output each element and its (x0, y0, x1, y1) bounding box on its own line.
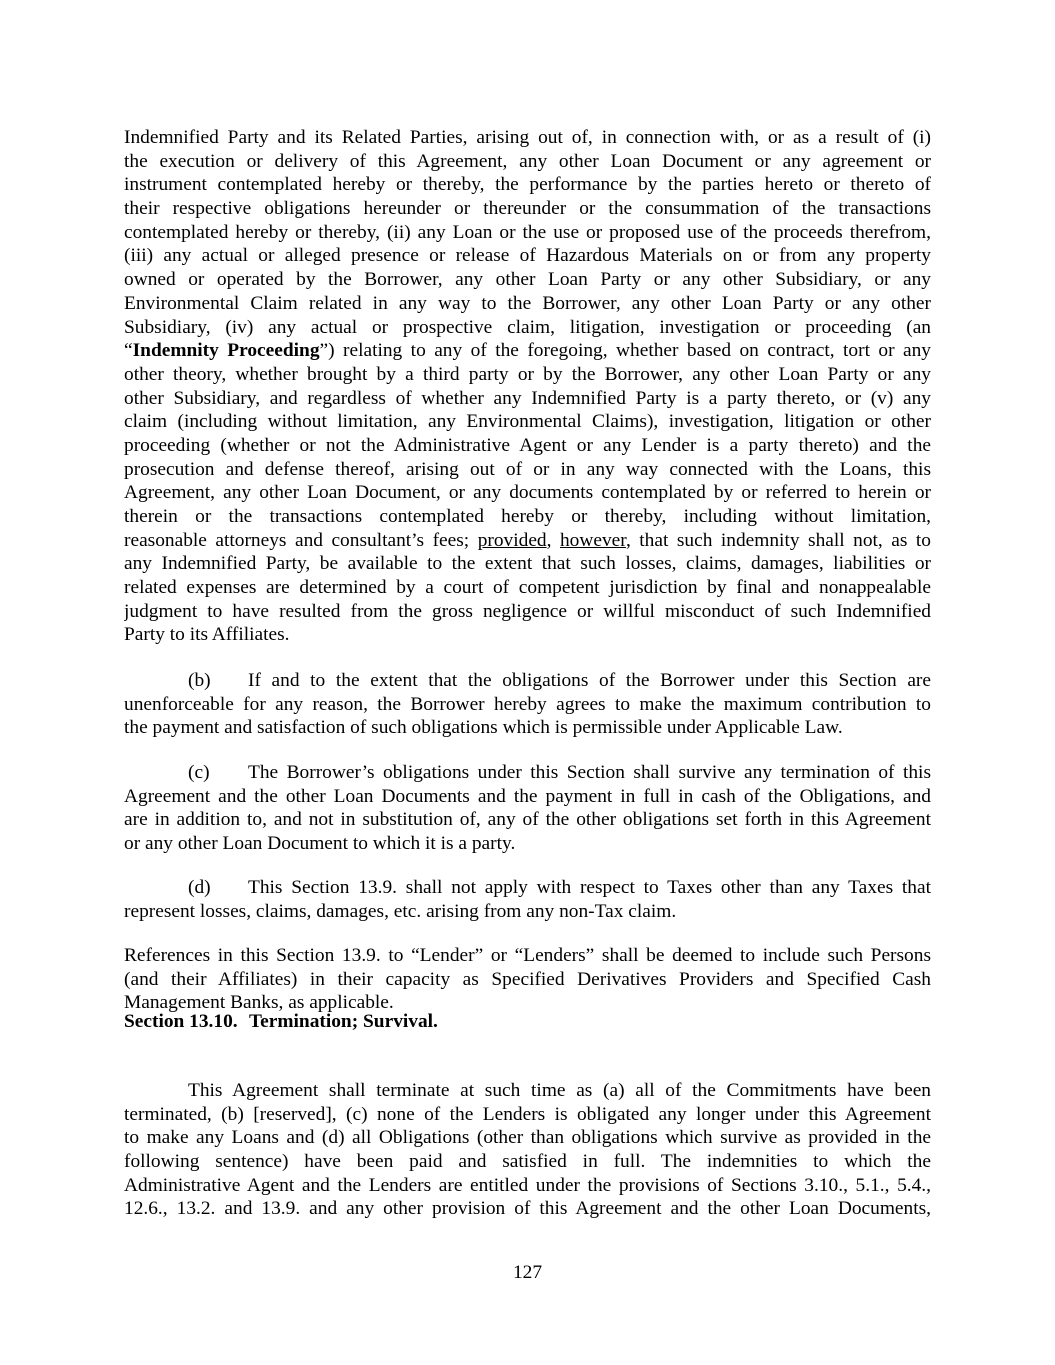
text-line (124, 339, 931, 363)
text-line (124, 944, 931, 968)
section-heading (124, 1010, 931, 1034)
text-segment: proceeding (whether or not the Administrative Agent or any Lender is a party thereto) and the (124, 434, 931, 456)
clause-label: (d) (188, 877, 211, 898)
defined-term: Indemnity Proceeding (132, 340, 320, 362)
text-segment: ”) relating to any of the foregoing, whether based on contract, tort or any (319, 340, 931, 362)
text-line (124, 1103, 931, 1127)
text-segment: (and their Affiliates) in their capacity as Specified Derivatives Providers and Specified Cash (124, 968, 931, 990)
text-line (124, 900, 931, 924)
text-line (124, 126, 931, 150)
text-segment: other theory, whether brought by a third party or by the Borrower, any other Loan Party or any (124, 363, 931, 385)
text-segment: Party to its Affiliates. (124, 624, 290, 646)
text-line (124, 505, 931, 529)
text-segment: , (546, 529, 560, 551)
text-line (124, 623, 931, 647)
text-segment: Agreement, any other Loan Document, or any documents contemplated by or referred to herein or (124, 482, 931, 504)
paragraph-termination (124, 1079, 931, 1221)
text-segment: judgment to have resulted from the gross negligence or willful misconduct of such Indemnified (124, 600, 931, 622)
text-line (124, 316, 931, 340)
text-segment: (iii) any actual or alleged presence or release of Hazardous Materials on or from any property (124, 245, 931, 267)
text-segment: claim (including without limitation, any Environmental Claims), investigation, litigation or other (124, 411, 931, 433)
text-line (124, 576, 931, 600)
text-line (124, 1150, 931, 1174)
text-segment: Administrative Agent and the Lenders are entitled under the provisions of Sections 3.10., 5.1., 5.4., (124, 1174, 931, 1196)
text-segment: Agreement and the other Loan Documents and the payment in full in cash of the Obligations, and (124, 785, 931, 807)
text-segment: References in this Section 13.9. to “Lender” or “Lenders” shall be deemed to include such Persons (124, 945, 931, 966)
text-line (124, 761, 931, 785)
text-segment: are in addition to, and not in substitution of, any of the other obligations set forth in this Agreement (124, 809, 931, 831)
text-line (124, 716, 931, 740)
underlined-term: however (559, 529, 626, 551)
text-line (124, 968, 931, 992)
text-line (124, 458, 931, 482)
text-segment: the payment and satisfaction of such obligations which is permissible under Applicable Law. (124, 717, 843, 739)
section-title: Termination; Survival. (249, 1011, 438, 1032)
text-line (124, 669, 931, 693)
text-segment: related expenses are determined by a court of competent jurisdiction by final and nonappealable (124, 577, 931, 599)
paragraph-indemnity-continuation (124, 126, 931, 647)
text-line (124, 785, 931, 809)
text-segment: instrument contemplated hereby or thereby, the performance by the parties hereto or thereto of (124, 174, 931, 196)
text-segment: any Indemnified Party, be available to the extent that such losses, claims, damages, liabilities or (124, 553, 931, 575)
text-line (124, 150, 931, 174)
text-line (124, 1174, 931, 1198)
text-line (124, 876, 931, 900)
text-segment: Management Banks, as applicable. (124, 992, 394, 1014)
text-line (124, 481, 931, 505)
text-segment: the execution or delivery of this Agreement, any other Loan Document or any agreement or (124, 150, 931, 172)
text-segment: “ (124, 340, 133, 362)
text-segment: other Subsidiary, and regardless of whether any Indemnified Party is a party thereto, or (v) any (124, 387, 931, 409)
text-line (124, 693, 931, 717)
text-segment: Indemnified Party and its Related Parties, arising out of, in connection with, or as a result of (i) (124, 127, 931, 148)
text-segment: This Section 13.9. shall not apply with respect to Taxes other than any Taxes that (248, 877, 931, 898)
text-line (124, 292, 931, 316)
paragraph-clause-c (124, 761, 931, 856)
clause-label: (c) (188, 762, 210, 783)
text-line (124, 197, 931, 221)
text-segment: This Agreement shall terminate at such time as (a) all of the Commitments have been (188, 1080, 931, 1101)
text-segment: Environmental Claim related in any way to the Borrower, any other Loan Party or any other (124, 292, 931, 314)
paragraph-clause-d (124, 876, 931, 923)
paragraph-references (124, 944, 931, 1015)
text-segment: or any other Loan Document to which it is a party. (124, 833, 516, 855)
text-segment: represent losses, claims, damages, etc. arising from any non-Tax claim. (124, 900, 677, 922)
page-number: 127 (512, 1262, 543, 1283)
text-segment: therein or the transactions contemplated hereby or thereby, including without limitation, (124, 506, 931, 527)
text-line (124, 173, 931, 197)
text-segment: terminated, (b) [reserved], (c) none of the Lenders is obligated any longer under this Agreement (124, 1103, 931, 1125)
text-line (124, 1197, 931, 1221)
text-line (124, 600, 931, 624)
text-line (124, 244, 931, 268)
text-line (124, 221, 931, 245)
text-segment: , that such indemnity shall not, as to (625, 529, 931, 551)
underlined-term: provided (477, 529, 547, 551)
text-segment: contemplated hereby or thereby, (ii) any Loan or the use or proposed use of the proceeds therefrom, (124, 221, 931, 243)
clause-label: (b) (188, 670, 211, 691)
text-segment: Subsidiary, (iv) any actual or prospective claim, litigation, investigation or proceeding (an (124, 316, 931, 338)
text-segment: following sentence) have been paid and satisfied in full. The indemnities to which the (124, 1151, 931, 1173)
text-segment: 12.6., 13.2. and 13.9. and any other provision of this Agreement and the other Loan Documents, (124, 1198, 931, 1220)
text-segment: owned or operated by the Borrower, any other Loan Party or any other Subsidiary, or any (124, 269, 931, 291)
section-number: Section 13.10. (124, 1011, 238, 1032)
text-line (124, 268, 931, 292)
text-segment: unenforceable for any reason, the Borrower hereby agrees to make the maximum contribution to (124, 693, 931, 715)
text-line (124, 434, 931, 458)
text-segment: The Borrower’s obligations under this Section shall survive any termination of this (248, 762, 931, 783)
paragraph-clause-b (124, 669, 931, 740)
text-line (124, 552, 931, 576)
text-segment: their respective obligations hereunder or thereunder or the consummation of the transactions (124, 198, 931, 220)
text-line (124, 387, 931, 411)
text-line (124, 808, 931, 832)
text-line (124, 1079, 931, 1103)
text-segment: to make any Loans and (d) all Obligations (other than obligations which survive as provided in the (124, 1127, 931, 1149)
text-line (124, 529, 931, 553)
text-segment: If and to the extent that the obligations of the Borrower under this Section are (248, 670, 931, 691)
text-segment: reasonable attorneys and consultant’s fees; (124, 529, 478, 551)
text-line (124, 410, 931, 434)
text-line (124, 832, 931, 856)
text-segment: prosecution and defense thereof, arising out of or in any way connected with the Loans, this (124, 458, 931, 480)
text-line (124, 1126, 931, 1150)
text-line (124, 363, 931, 387)
